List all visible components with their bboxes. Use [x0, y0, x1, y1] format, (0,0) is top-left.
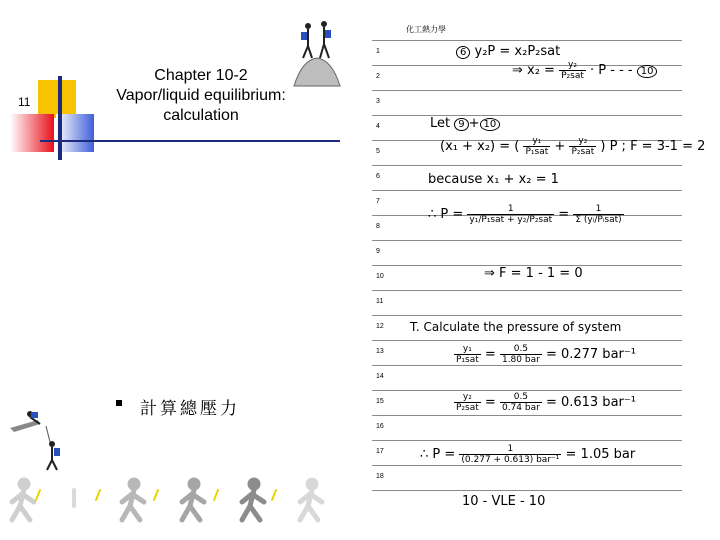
- mountain-climbers-icon: [292, 18, 342, 88]
- eq-tag-6: 6: [456, 46, 470, 59]
- line-4-lead: Let: [430, 116, 451, 131]
- slide-number: 11: [18, 95, 31, 109]
- line-17-fraction: [459, 444, 561, 465]
- fraction-numerator: 1: [459, 444, 561, 455]
- notebook-rule-line: [372, 190, 682, 191]
- line-15: [454, 392, 636, 413]
- fraction-numerator: 1: [467, 204, 554, 215]
- red-gradient-decoration: [10, 114, 54, 152]
- fraction-numerator: y₁: [523, 136, 550, 147]
- vertical-rule: [58, 76, 62, 160]
- eq-tag-10: 10: [637, 65, 658, 78]
- line-number: 12: [376, 323, 384, 330]
- climbers-cliff-icon: [10, 408, 70, 474]
- line-1-text: y₂P = x₂P₂sat: [474, 44, 561, 59]
- line-13-value: [500, 344, 542, 365]
- fraction-numerator: y₂: [569, 136, 596, 147]
- line-number: 11: [376, 298, 384, 305]
- line-number: 17: [376, 448, 384, 455]
- line-5-rhs: ) P ; F = 3-1 = 2: [600, 139, 706, 154]
- fraction-denominator: 1.80 bar: [501, 355, 540, 365]
- fraction-numerator: 0.5: [500, 392, 542, 403]
- notebook-rule-line: [372, 365, 682, 366]
- line-number: 14: [376, 373, 384, 380]
- fraction-denominator: P₁sat: [456, 355, 479, 365]
- notebook-rule-line: [372, 340, 682, 341]
- line-10: ⇒ F = 1 - 1 = 0: [484, 266, 583, 281]
- line-number: 6: [376, 173, 380, 180]
- bullet-marker: [116, 400, 122, 406]
- line-number: 8: [376, 223, 380, 230]
- fraction-denominator: P₂sat: [571, 147, 595, 157]
- notebook-rule-line: [372, 115, 682, 116]
- line-2-fraction: [559, 60, 586, 81]
- notebook-rule-line: [372, 440, 682, 441]
- notebook-footer: 10 - VLE - 10: [462, 494, 546, 509]
- line-13-fraction: [454, 344, 481, 365]
- line-5-fraction-2: [569, 136, 596, 157]
- line-2-rhs: · P - - -: [590, 63, 633, 78]
- line-7-lhs: ∴ P =: [428, 207, 464, 222]
- line-17-lhs: ∴ P =: [420, 447, 456, 462]
- notebook-rule-line: [372, 90, 682, 91]
- line-6: because x₁ + x₂ = 1: [428, 172, 559, 187]
- line-number: 7: [376, 198, 380, 205]
- line-number: 15: [376, 398, 384, 405]
- fraction-numerator: 1: [573, 204, 623, 215]
- equals-sign: =: [558, 207, 570, 222]
- fraction-denominator: y₁/P₁sat + y₂/P₂sat: [469, 215, 553, 225]
- line-number: 3: [376, 98, 380, 105]
- line-13-result: = 0.277 bar⁻¹: [545, 347, 636, 362]
- notebook-rule-line: [372, 40, 682, 41]
- line-12: T. Calculate the pressure of system: [410, 320, 622, 334]
- fraction-denominator: (0.277 + 0.613) bar⁻¹: [461, 455, 560, 465]
- title-underline: [40, 140, 340, 142]
- line-5-lhs: (x₁ + x₂) = (: [440, 139, 520, 154]
- line-15-result: = 0.613 bar⁻¹: [545, 395, 636, 410]
- equals-sign: =: [484, 395, 496, 410]
- notebook-rule-line: [372, 390, 682, 391]
- fraction-denominator: 0.74 bar: [501, 403, 540, 413]
- notebook-rule-line: [372, 490, 682, 491]
- slide-title: [90, 66, 312, 126]
- line-15-fraction: [454, 392, 481, 413]
- yellow-square-decoration: [38, 80, 76, 118]
- fraction-numerator: 0.5: [500, 344, 542, 355]
- notebook-rule-line: [372, 415, 682, 416]
- plus-sign: +: [554, 139, 566, 154]
- line-13: [454, 344, 636, 365]
- fraction-numerator: y₂: [559, 60, 586, 71]
- notebook-rule-line: [372, 465, 682, 466]
- line-number: 4: [376, 123, 380, 130]
- line-5-fraction-1: [523, 136, 550, 157]
- notebook-rule-line: [372, 240, 682, 241]
- fraction-numerator: y₁: [454, 344, 481, 355]
- line-number: 9: [376, 248, 380, 255]
- line-15-value: [500, 392, 542, 413]
- notebook-header: 化工熱力學: [406, 25, 446, 34]
- fraction-denominator: P₂sat: [456, 403, 479, 413]
- notebook-rule-line: [372, 290, 682, 291]
- line-5: [440, 136, 705, 157]
- line-1: [456, 44, 560, 59]
- title-line-3: calculation: [163, 107, 239, 124]
- line-number: 16: [376, 423, 384, 430]
- line-7: [428, 204, 624, 225]
- plus-sign: +: [468, 116, 480, 131]
- line-4: [430, 116, 500, 131]
- fraction-denominator: P₁sat: [525, 147, 549, 157]
- line-number: 13: [376, 348, 384, 355]
- line-17-result: = 1.05 bar: [565, 447, 636, 462]
- line-7-fraction-2: [573, 204, 623, 225]
- eq-tag-9: 9: [454, 118, 468, 131]
- eq-tag-10b: 10: [480, 118, 501, 131]
- notebook-rule-line: [372, 165, 682, 166]
- line-number: 2: [376, 73, 380, 80]
- line-number: 10: [376, 273, 384, 280]
- title-line-1: Chapter 10-2: [154, 67, 248, 84]
- fraction-numerator: y₂: [454, 392, 481, 403]
- fraction-denominator: P₂sat: [561, 71, 584, 81]
- line-17: [420, 444, 635, 465]
- fraction-denominator: Σ (yᵢ/Pᵢsat): [575, 215, 622, 225]
- bullet-text: 計算總壓力: [140, 399, 240, 419]
- line-7-fraction-1: [467, 204, 554, 225]
- notebook-rule-line: [372, 315, 682, 316]
- equals-sign: =: [484, 347, 496, 362]
- walking-figures-decoration: [0, 476, 340, 536]
- line-number: 18: [376, 473, 384, 480]
- line-2-lhs: ⇒ x₂ =: [512, 63, 555, 78]
- line-number: 1: [376, 48, 380, 55]
- title-line-2: Vapor/liquid equilibrium:: [116, 87, 286, 104]
- line-2: [512, 60, 657, 81]
- line-number: 5: [376, 148, 380, 155]
